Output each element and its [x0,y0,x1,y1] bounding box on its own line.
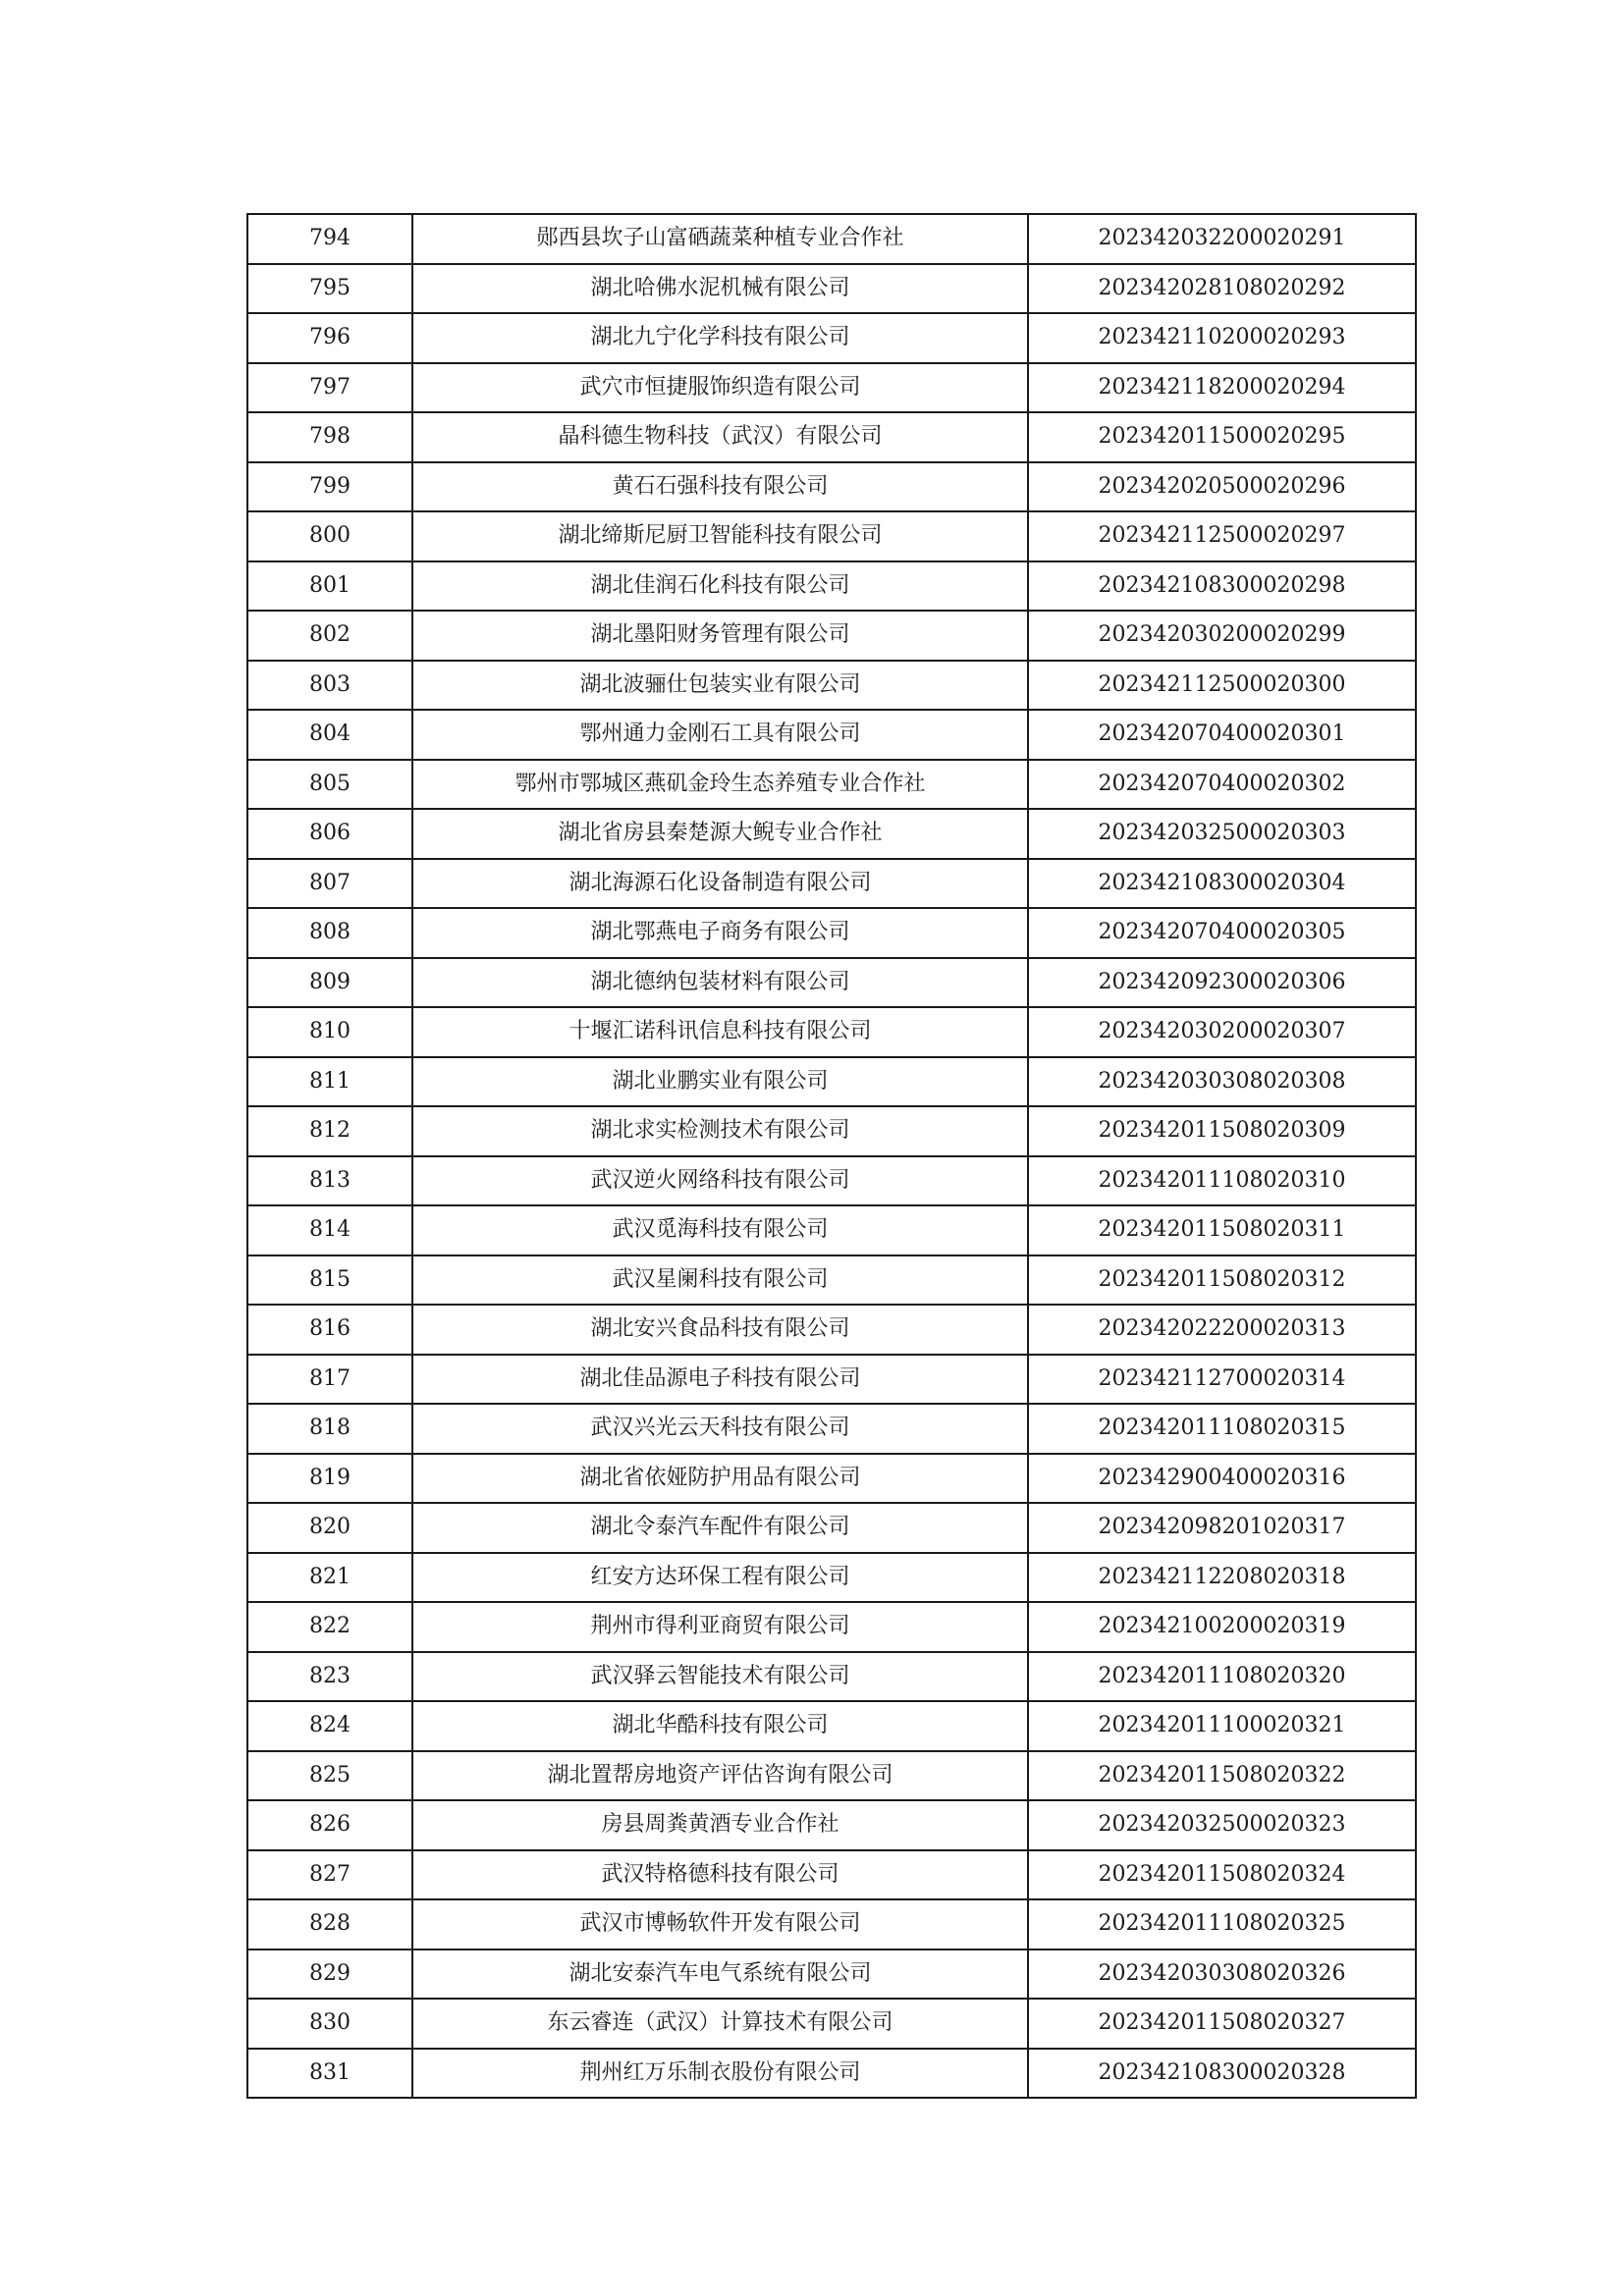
registration-code: 202342098201020317 [1028,1503,1416,1553]
company-name: 十堰汇诺科讯信息科技有限公司 [412,1007,1028,1057]
registration-code: 202342011108020310 [1028,1156,1416,1206]
company-name: 武汉特格德科技有限公司 [412,1850,1028,1900]
company-name: 武汉市博畅软件开发有限公司 [412,1899,1028,1949]
registration-code: 202342011500020295 [1028,412,1416,462]
table-row [247,2049,1416,2099]
table-row [247,363,1416,413]
row-number: 829 [247,1949,412,2000]
row-number: 811 [247,1057,412,1107]
company-name: 湖北置帮房地资产评估咨询有限公司 [412,1751,1028,1801]
company-name: 湖北令泰汽车配件有限公司 [412,1503,1028,1553]
row-number: 801 [247,561,412,612]
registration-code: 202342118200020294 [1028,363,1416,413]
row-number: 819 [247,1454,412,1504]
table-row [247,1800,1416,1850]
row-number: 795 [247,264,412,314]
row-number: 806 [247,809,412,859]
registration-code: 202342108300020298 [1028,561,1416,612]
row-number: 812 [247,1106,412,1156]
table-row [247,1751,1416,1801]
registration-code: 202342110200020293 [1028,313,1416,363]
company-name: 红安方达环保工程有限公司 [412,1553,1028,1603]
table-row [247,462,1416,512]
row-number: 814 [247,1205,412,1255]
row-number: 825 [247,1751,412,1801]
company-name: 湖北海源石化设备制造有限公司 [412,859,1028,909]
row-number: 807 [247,859,412,909]
registration-code: 202342011508020324 [1028,1850,1416,1900]
table-row [247,1999,1416,2049]
table-row [247,611,1416,661]
row-number: 824 [247,1701,412,1751]
registration-code: 202342020500020296 [1028,462,1416,512]
company-name: 武汉兴光云天科技有限公司 [412,1404,1028,1454]
table-row [247,859,1416,909]
company-name: 房县周粪黄酒专业合作社 [412,1800,1028,1850]
company-name: 武汉觅海科技有限公司 [412,1205,1028,1255]
row-number: 800 [247,511,412,561]
table-row [247,1355,1416,1405]
row-number: 815 [247,1255,412,1306]
company-name: 湖北省依娅防护用品有限公司 [412,1454,1028,1504]
row-number: 802 [247,611,412,661]
table-row [247,313,1416,363]
company-name: 湖北缔斯尼厨卫智能科技有限公司 [412,511,1028,561]
registration-code: 202342070400020305 [1028,908,1416,958]
company-name: 湖北安兴食品科技有限公司 [412,1305,1028,1355]
company-name: 湖北墨阳财务管理有限公司 [412,611,1028,661]
registration-code: 202342070400020302 [1028,760,1416,810]
registration-code: 202342011508020311 [1028,1205,1416,1255]
table-row [247,214,1416,264]
table-row [247,1701,1416,1751]
table-row [247,1404,1416,1454]
company-name: 湖北佳品源电子科技有限公司 [412,1355,1028,1405]
table-row [247,1255,1416,1306]
table-row [247,710,1416,760]
row-number: 830 [247,1999,412,2049]
company-name: 鄂州通力金刚石工具有限公司 [412,710,1028,760]
registration-code: 202342011108020315 [1028,1404,1416,1454]
registration-code: 202342022200020313 [1028,1305,1416,1355]
registration-code: 202342108300020304 [1028,859,1416,909]
company-name: 武汉逆火网络科技有限公司 [412,1156,1028,1206]
company-name: 湖北华酷科技有限公司 [412,1701,1028,1751]
table-row [247,412,1416,462]
registration-code: 202342100200020319 [1028,1602,1416,1652]
registration-code: 202342070400020301 [1028,710,1416,760]
table-row [247,561,1416,612]
row-number: 809 [247,958,412,1008]
row-number: 804 [247,710,412,760]
table-row [247,1454,1416,1504]
registration-code: 202342011508020322 [1028,1751,1416,1801]
row-number: 822 [247,1602,412,1652]
registration-code: 202342112500020300 [1028,661,1416,711]
row-number: 805 [247,760,412,810]
registry-table [246,213,1417,2099]
registry-table-body [247,214,1416,2098]
row-number: 821 [247,1553,412,1603]
company-name: 荆州市得利亚商贸有限公司 [412,1602,1028,1652]
row-number: 796 [247,313,412,363]
row-number: 831 [247,2049,412,2099]
registration-code: 202342011108020320 [1028,1652,1416,1702]
company-name: 荆州红万乐制衣股份有限公司 [412,2049,1028,2099]
row-number: 810 [247,1007,412,1057]
company-name: 鄂州市鄂城区燕矶金玲生态养殖专业合作社 [412,760,1028,810]
table-row [247,1305,1416,1355]
row-number: 798 [247,412,412,462]
row-number: 823 [247,1652,412,1702]
company-name: 东云睿连（武汉）计算技术有限公司 [412,1999,1028,2049]
company-name: 湖北鄂燕电子商务有限公司 [412,908,1028,958]
table-row [247,1205,1416,1255]
table-row [247,1553,1416,1603]
registration-code: 202342032200020291 [1028,214,1416,264]
company-name: 武穴市恒捷服饰织造有限公司 [412,363,1028,413]
registration-code: 202342011108020325 [1028,1899,1416,1949]
registration-code: 202342011508020312 [1028,1255,1416,1306]
row-number: 808 [247,908,412,958]
registration-code: 202342900400020316 [1028,1454,1416,1504]
company-name: 晶科德生物科技（武汉）有限公司 [412,412,1028,462]
company-name: 湖北波骊仕包装实业有限公司 [412,661,1028,711]
company-name: 湖北业鹏实业有限公司 [412,1057,1028,1107]
registration-code: 202342030308020308 [1028,1057,1416,1107]
row-number: 827 [247,1850,412,1900]
row-number: 817 [247,1355,412,1405]
company-name: 湖北安泰汽车电气系统有限公司 [412,1949,1028,2000]
row-number: 803 [247,661,412,711]
table-row [247,1057,1416,1107]
row-number: 820 [247,1503,412,1553]
registration-code: 202342092300020306 [1028,958,1416,1008]
registration-code: 202342032500020303 [1028,809,1416,859]
row-number: 828 [247,1899,412,1949]
row-number: 818 [247,1404,412,1454]
table-row [247,1602,1416,1652]
registration-code: 202342032500020323 [1028,1800,1416,1850]
registration-code: 202342011100020321 [1028,1701,1416,1751]
row-number: 816 [247,1305,412,1355]
table-row [247,1106,1416,1156]
registration-code: 202342030200020299 [1028,611,1416,661]
registration-code: 202342011508020327 [1028,1999,1416,2049]
company-name: 黄石石强科技有限公司 [412,462,1028,512]
table-row [247,1007,1416,1057]
company-name: 湖北求实检测技术有限公司 [412,1106,1028,1156]
table-row [247,958,1416,1008]
table-row [247,760,1416,810]
table-row [247,511,1416,561]
registration-code: 202342112208020318 [1028,1553,1416,1603]
table-row [247,1949,1416,2000]
company-name: 湖北省房县秦楚源大鲵专业合作社 [412,809,1028,859]
registration-code: 202342108300020328 [1028,2049,1416,2099]
row-number: 794 [247,214,412,264]
table-row [247,1850,1416,1900]
table-row [247,264,1416,314]
registration-code: 202342028108020292 [1028,264,1416,314]
table-row [247,809,1416,859]
registration-code: 202342112700020314 [1028,1355,1416,1405]
registration-code: 202342030200020307 [1028,1007,1416,1057]
registration-code: 202342112500020297 [1028,511,1416,561]
table-row [247,1503,1416,1553]
row-number: 799 [247,462,412,512]
table-row [247,908,1416,958]
table-row [247,1156,1416,1206]
row-number: 826 [247,1800,412,1850]
registration-code: 202342030308020326 [1028,1949,1416,2000]
row-number: 797 [247,363,412,413]
company-name: 湖北德纳包装材料有限公司 [412,958,1028,1008]
company-name: 湖北佳润石化科技有限公司 [412,561,1028,612]
table-row [247,661,1416,711]
company-name: 湖北哈佛水泥机械有限公司 [412,264,1028,314]
registration-code: 202342011508020309 [1028,1106,1416,1156]
company-name: 湖北九宁化学科技有限公司 [412,313,1028,363]
table-row [247,1899,1416,1949]
company-name: 武汉驿云智能技术有限公司 [412,1652,1028,1702]
company-name: 武汉星阑科技有限公司 [412,1255,1028,1306]
table-row [247,1652,1416,1702]
company-name: 郧西县坎子山富硒蔬菜种植专业合作社 [412,214,1028,264]
row-number: 813 [247,1156,412,1206]
